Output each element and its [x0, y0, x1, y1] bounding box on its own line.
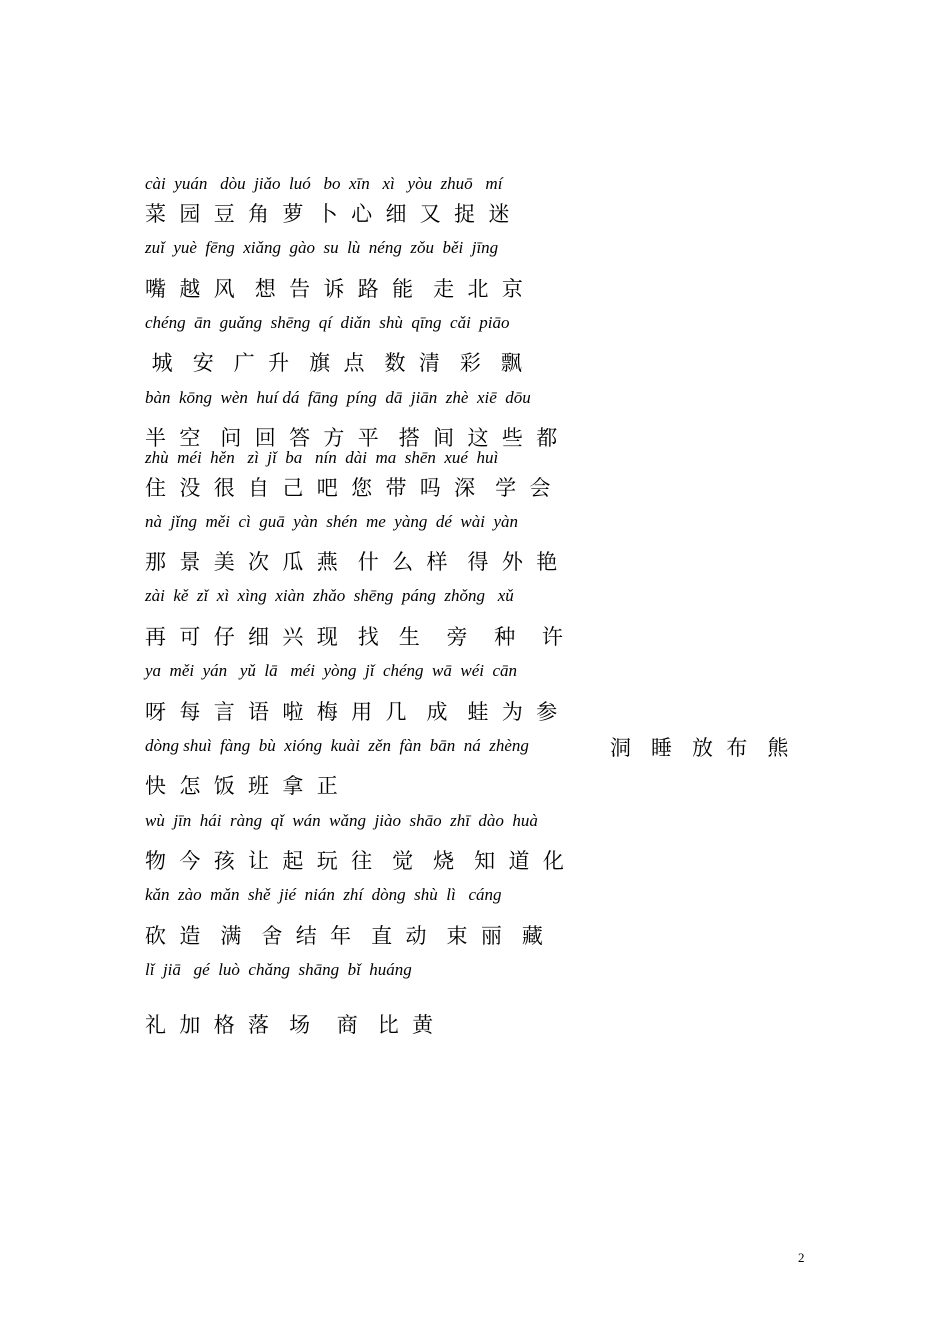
hanzi-line-1: 菜 园 豆 角 萝 卜 心 细 又 捉 迷: [145, 202, 510, 226]
pinyin-line-12: lǐ jiā gé luò chǎng shāng bǐ huáng: [145, 960, 412, 979]
hanzi-line-12: 礼 加 格 落 场 商 比 黄: [145, 1013, 434, 1037]
pinyin-line-9: dòng shuì fàng bù xióng kuài zěn fàn bān ná zhèng: [145, 736, 529, 755]
pinyin-line-10: wù jīn hái ràng qǐ wán wǎng jiào shāo zhī dào huà: [145, 811, 538, 830]
hanzi-line-6: 那 景 美 次 瓜 燕 什 么 样 得 外 艳: [145, 550, 558, 574]
hanzi-line-8: 呀 每 言 语 啦 梅 用 几 成 蛙 为 参: [145, 700, 558, 724]
pinyin-line-11: kǎn zào mǎn shě jié nián zhí dòng shù lì cáng: [145, 885, 502, 904]
pinyin-line-2: zuǐ yuè fēng xiǎng gào su lù néng zǒu běi jīng: [145, 238, 499, 257]
page-number: 2: [798, 1250, 805, 1265]
hanzi-line-9-tail: 洞 睡 放 布 熊: [610, 736, 789, 760]
pinyin-line-7: zài kě zǐ xì xìng xiàn zhǎo shēng páng zhǒng xǔ: [145, 586, 514, 605]
hanzi-line-11: 砍 造 满 舍 结 年 直 动 束 丽 藏: [145, 924, 543, 948]
pinyin-line-8: yɑ měi yán yǔ lā méi yòng jǐ chéng wā wéi cān: [145, 661, 518, 680]
hanzi-line-5: 住 没 很 自 己 吧 您 带 吗 深 学 会: [145, 476, 551, 500]
pinyin-line-6: nà jǐng měi cì guā yàn shén me yàng dé wài yàn: [145, 512, 518, 531]
hanzi-line-9: 快 怎 饭 班 拿 正: [145, 774, 338, 798]
hanzi-line-3: 城 安 广 升 旗 点 数 清 彩 飘: [145, 351, 522, 375]
pinyin-line-4: bàn kōng wèn huí dá fāng píng dā jiān zhè xiē dōu: [145, 388, 531, 407]
pinyin-line-1: cài yuán dòu jiǎo luó bo xīn xì yòu zhuō mí: [145, 174, 503, 193]
hanzi-line-4: 半 空 问 回 答 方 平 搭 间 这 些 都: [145, 426, 558, 450]
hanzi-line-7: 再 可 仔 细 兴 现 找 生 旁 种 许: [145, 625, 563, 649]
hanzi-line-10: 物 今 孩 让 起 玩 往 觉 烧 知 道 化: [145, 849, 564, 873]
pinyin-line-5: zhù méi hěn zì jǐ ba nín dài ma shēn xué huì: [145, 448, 499, 467]
hanzi-line-2: 嘴 越 风 想 告 诉 路 能 走 北 京: [145, 277, 523, 301]
pinyin-line-3: chéng ān guǎng shēng qí diǎn shù qīng cǎi piāo: [145, 313, 510, 332]
